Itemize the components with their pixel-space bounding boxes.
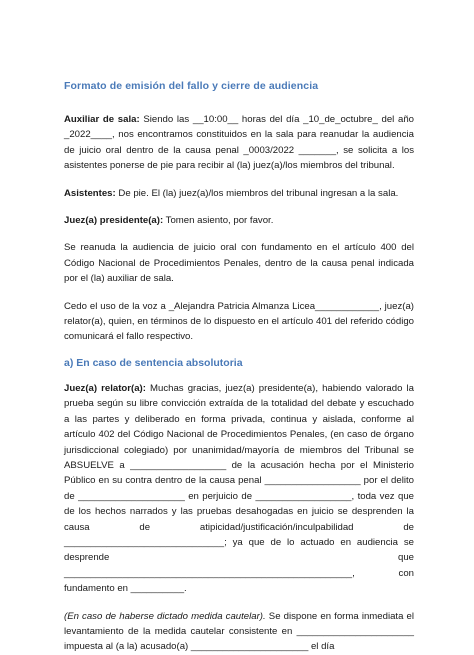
paragraph-text: Se dispone en forma inmediata el levantamiento de la medida cautelar consistente en ______________________ impuesta al (a la) acusado(a) ______________________ el día [64, 610, 415, 653]
paragraph-juez-presidente [64, 213, 414, 228]
paragraph-text: Muchas gracias, juez(a) presidente(a), habiendo valorado la prueba según su libre convicción extraída de la totalidad del debate y escuchado a las partes y deliberado en forma privada, continua y aislada, conforme al artículo 402 del Código Nacional de Procedimientos Penales, (en caso de órgano jurisdiccional colegiado) por unanimidad/mayoría de miembros del Tribunal se ABSUELVE a __________________ de la acusación hecha por el Ministerio Público en su contra dentro de la causa penal __________________ por el delito de ____________________ en perjuicio de __________________, toda vez que de los hechos narrados y las pruebas desahogadas en juicio se desprenden la causa de atipicidad/justificación/inculpabilidad de ______________________________; ya que de lo actuado en audiencia se desprende que ______________________________________________________, con fundamento en __________. [64, 382, 414, 595]
speaker-label: Auxiliar de sala: [64, 114, 140, 125]
paragraph-text: Tomen asiento, por favor. [163, 215, 274, 227]
paragraph-text: Se reanuda la audiencia de juicio oral con fundamento en el artículo 400 del Código Nacional de Procedimientos Penales, dentro de la causa penal indicada por el (la) auxiliar de sala. [64, 242, 414, 285]
speaker-label: Juez(a) presidente(a): [64, 215, 164, 227]
speaker-label: Asistentes: [64, 187, 116, 199]
paragraph-text: Cedo el uso de la voz a _Alejandra Patricia Almanza Licea____________, juez(a) relator(a), quien, en términos de lo dispuesto en el artículo 401 del referido código comunicará el fallo respectivo. [64, 300, 414, 343]
section-heading: a) En caso de sentencia absolutoria [64, 356, 243, 369]
paragraph-juez-relator [64, 381, 414, 597]
italic-note: (En caso de haberse dictado medida cautelar). [64, 610, 266, 622]
paragraph-cedo [64, 299, 414, 345]
document-title: Formato de emisión del fallo y cierre de audiencia [64, 80, 319, 92]
paragraph-asistentes [64, 186, 414, 201]
speaker-label: Juez(a) relator(a): [64, 382, 146, 394]
paragraph-auxiliar [64, 112, 414, 174]
paragraph-text: De pie. El (la) juez(a)/los miembros del tribunal ingresan a la sala. [115, 187, 399, 199]
paragraph-reanuda [64, 240, 414, 286]
paragraph-text: Siendo las __10:00__ horas del día _10_de_octubre_ del año _2022____, nos encontramos constituidos en la sala para reanudar la audiencia de juicio oral dentro de la causa penal _0003/2022 _______, se solicita a los asistentes ponerse de pie para recibir al (la) juez(a)/los miembros del tribunal. [64, 114, 414, 172]
